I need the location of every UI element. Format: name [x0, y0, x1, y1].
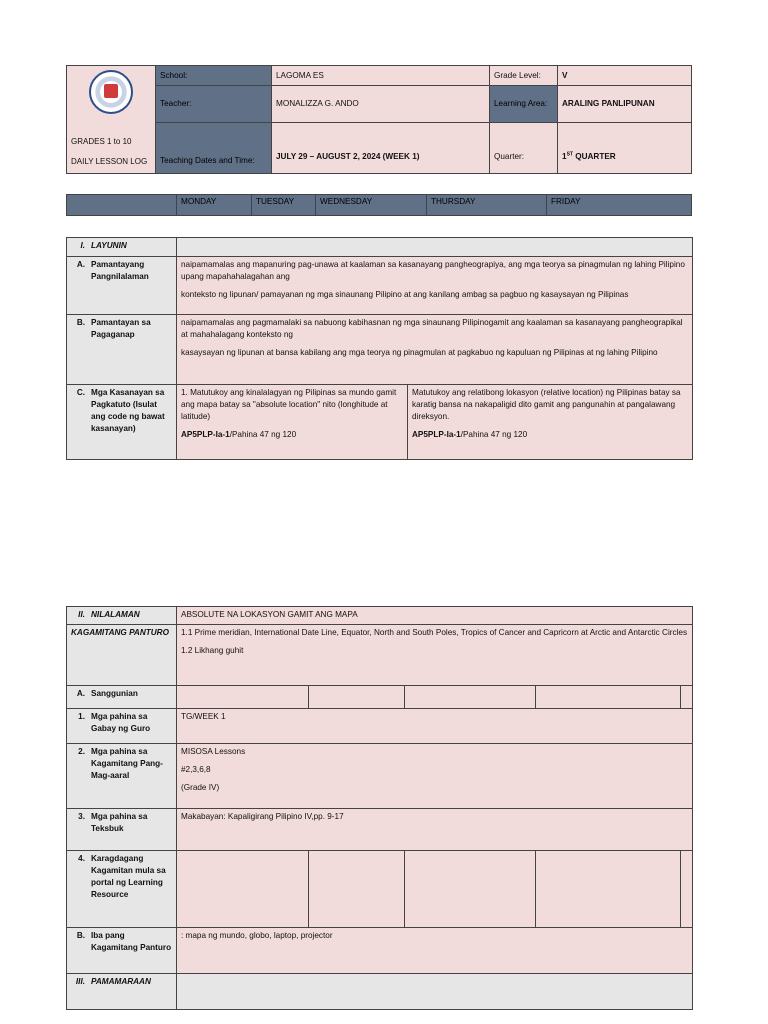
- pamantayan-sa-pagaganap-label: B. Pamantayan sa Pagaganap: [67, 315, 177, 385]
- day-header-monday: MONDAY: [177, 195, 252, 216]
- deped-logo-cell: [67, 66, 156, 174]
- school-label: School:: [156, 66, 272, 86]
- nilalaman-heading: II. NILALAMAN: [67, 607, 177, 625]
- karagdagang-monday: [177, 851, 309, 928]
- pamamaraan-heading: III. PAMAMARAAN: [67, 974, 177, 1010]
- layunin-table: [66, 237, 693, 460]
- gabay-guro-value: TG/WEEK 1: [177, 709, 693, 744]
- teacher-label: Teacher:: [156, 86, 272, 123]
- grades-label: GRADES 1 to 10: [71, 137, 132, 146]
- teacher-value: MONALIZZA G. ANDO: [272, 86, 490, 123]
- school-value: LAGOMA ES: [272, 66, 490, 86]
- teaching-dates-value: JULY 29 – AUGUST 2, 2024 (WEEK 1): [272, 123, 490, 174]
- karagdagang-wednesday: [405, 851, 536, 928]
- header-table: [66, 65, 692, 174]
- grade-level-value: V: [558, 66, 692, 86]
- learning-area-label: Learning Area:: [490, 86, 558, 123]
- iba-pang-kagamitan-value: : mapa ng mundo, globo, laptop, projector: [177, 928, 693, 974]
- kagamitang-panturo-text: 1.1 Prime meridian, International Date Line, Equator, North and South Poles, Tropics of Cancer and Capricorn at Arctic and Antarctic Circles 1.2 Likhang guhit: [177, 625, 693, 686]
- day-header-wednesday: WEDNESDAY: [316, 195, 427, 216]
- sanggunian-friday: [681, 686, 693, 709]
- sanggunian-thursday: [536, 686, 681, 709]
- day-header-thursday: THURSDAY: [427, 195, 547, 216]
- nilalaman-table: [66, 606, 693, 1010]
- day-header-tuesday: TUESDAY: [252, 195, 316, 216]
- karagdagang-thursday: [536, 851, 681, 928]
- kagamitang-panturo-label: KAGAMITANG PANTURO: [67, 625, 177, 686]
- quarter-value: 1ST QUARTER: [558, 123, 692, 174]
- sanggunian-label: A. Sanggunian: [67, 686, 177, 709]
- day-header-friday: FRIDAY: [547, 195, 692, 216]
- deped-seal-icon: [89, 70, 133, 114]
- karagdagang-tuesday: [309, 851, 405, 928]
- nilalaman-value: ABSOLUTE NA LOKASYON GAMIT ANG MAPA: [177, 607, 693, 625]
- sanggunian-tuesday: [309, 686, 405, 709]
- quarter-label: Quarter:: [490, 123, 558, 174]
- day-header-blank: [67, 195, 177, 216]
- pamantayan-sa-pagaganap-text: naipamamalas ang pagmamalaki sa nabuong kabihasnan ng mga sinaunang Pilipinogamit ang kaalaman sa kasanayang pangheograpikal at mahahalagang konteksto ng kasaysayan ng lipunan at bansa kabilang ang mga teorya ng pinagmulan at pagkabuo ng kapuluan ng Pilipinas at ng lahing Pilipino: [177, 315, 693, 385]
- kasanayan-monday: 1. Matutukoy ang kinalalagyan ng Pilipinas sa mundo gamit ang mapa batay sa "absolute location" nito (longhitude at latitude) AP5PLP-Ia-1/Pahina 47 ng 120: [177, 385, 408, 460]
- karagdagang-friday: [681, 851, 693, 928]
- days-table: [66, 194, 692, 216]
- dll-label: DAILY LESSON LOG: [71, 156, 148, 166]
- kagamitang-mag-aaral-label: 2. Mga pahina sa Kagamitang Pang-Mag-aaral: [67, 744, 177, 809]
- gabay-guro-label: 1. Mga pahina sa Gabay ng Guro: [67, 709, 177, 744]
- kagamitang-mag-aaral-value: MISOSA Lessons #2,3,6,8 (Grade IV): [177, 744, 693, 809]
- pamantayang-pangnilalaman-label: A. Pamantayang Pangnilalaman: [67, 257, 177, 315]
- layunin-blank: [177, 238, 693, 257]
- iba-pang-kagamitan-label: B. Iba pang Kagamitang Panturo: [67, 928, 177, 974]
- learning-area-value: ARALING PANLIPUNAN: [558, 86, 692, 123]
- teksbuk-label: 3. Mga pahina sa Teksbuk: [67, 809, 177, 851]
- grade-level-label: Grade Level:: [490, 66, 558, 86]
- pamamaraan-blank: [177, 974, 693, 1010]
- kasanayan-label: C. Mga Kasanayan sa Pagkatuto (Isulat ang code ng bawat kasanayan): [67, 385, 177, 460]
- sanggunian-monday: [177, 686, 309, 709]
- teksbuk-value: Makabayan: Kapaligirang Pilipino IV,pp. 9-17: [177, 809, 693, 851]
- kasanayan-tuesday: Matutukoy ang relatibong lokasyon (relative location) ng Pilipinas batay sa karatig bansa na nakapaligid dito gamit ang pangunahin at pangalawang direksyon. AP5PLP-Ia-1/Pahina 47 ng 120: [408, 385, 693, 460]
- layunin-heading: I. LAYUNIN: [67, 238, 177, 257]
- karagdagang-kagamitan-label: 4. Karagdagang Kagamitan mula sa portal ng Learning Resource: [67, 851, 177, 928]
- teaching-dates-label: Teaching Dates and Time:: [156, 123, 272, 174]
- sanggunian-wednesday: [405, 686, 536, 709]
- pamantayang-pangnilalaman-text: naipamamalas ang mapanuring pag-unawa at kaalaman sa kasanayang pangheograpiya, ang mga teorya sa pinagmulan ng lahing Pilipino upang mapahahalagahan ang konteksto ng lipunan/ pamayanan ng mga sinaunang Pilipino at ang kanilang ambag sa pagbuo ng kasaysayan ng Pilipinas: [177, 257, 693, 315]
